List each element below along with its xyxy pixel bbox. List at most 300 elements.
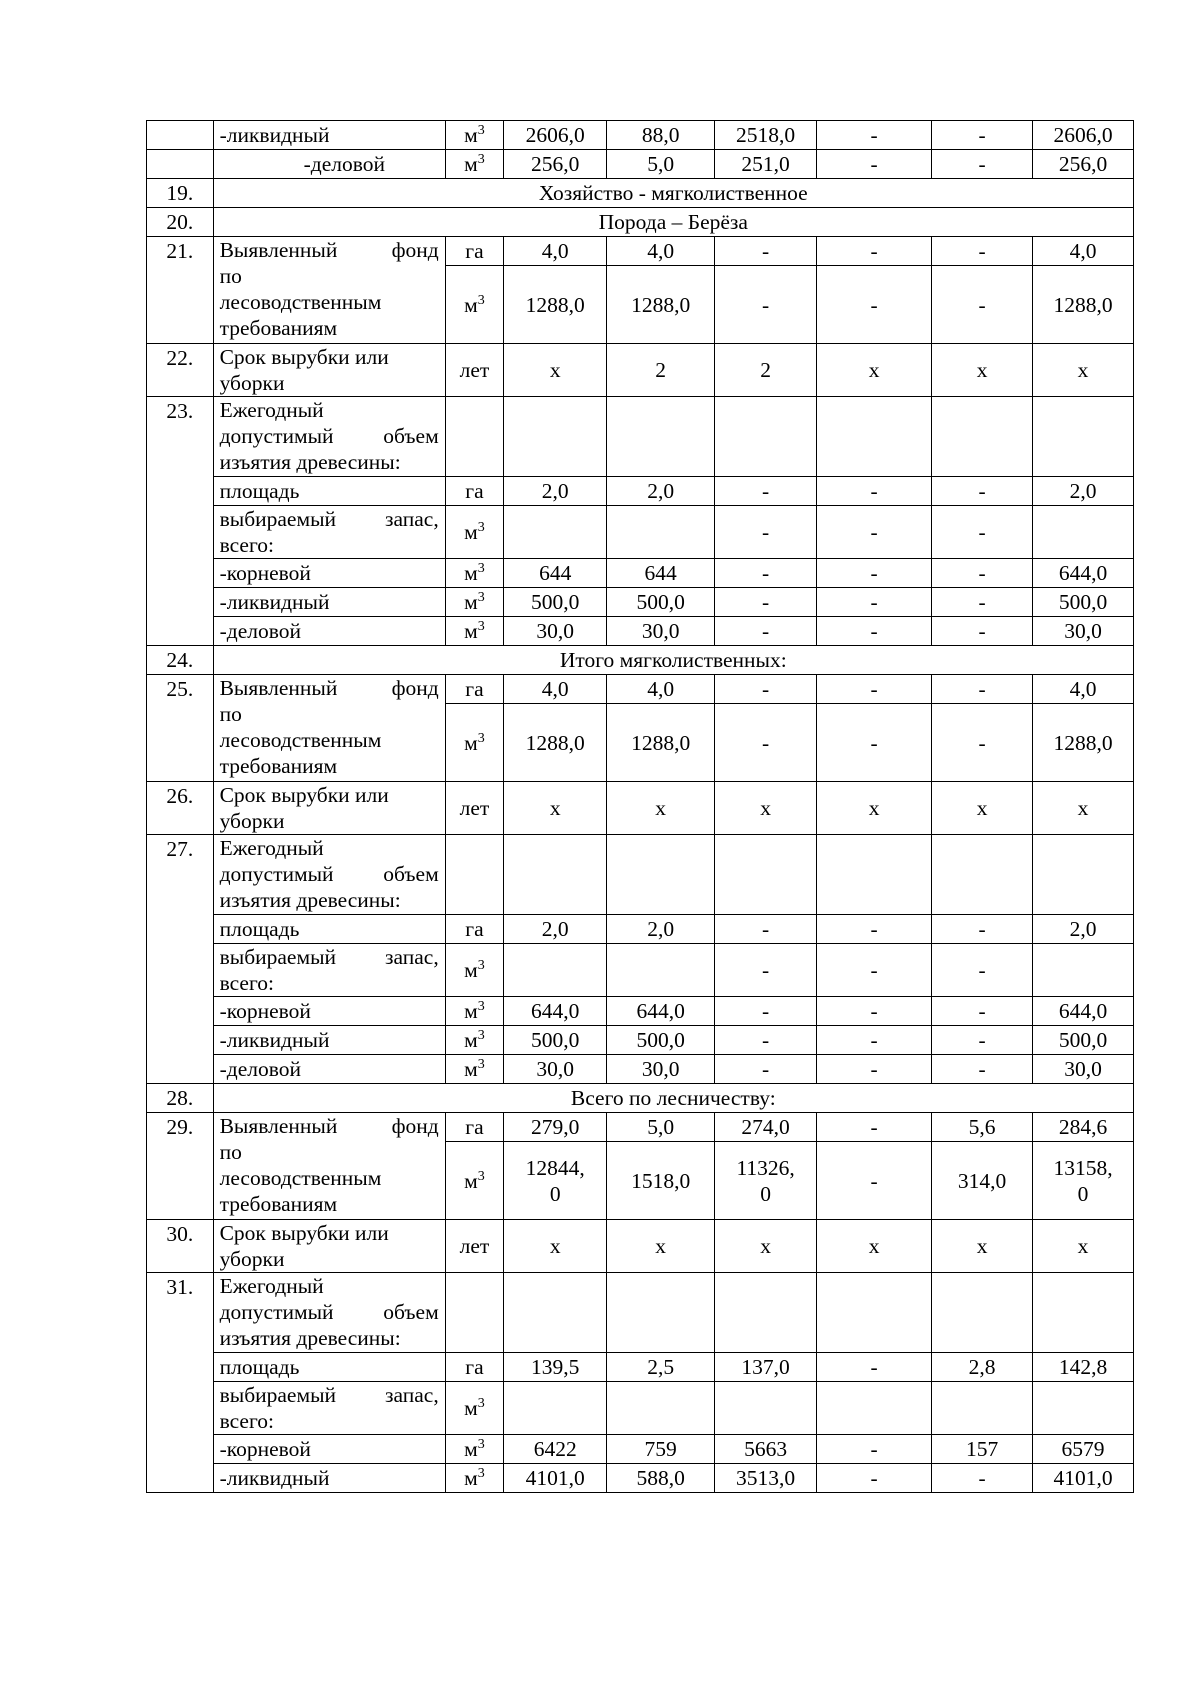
- value-cell: -: [715, 266, 817, 344]
- value-cell: -: [817, 617, 932, 646]
- unit-cell: [445, 121, 504, 150]
- value-cell: 6579: [1033, 1435, 1134, 1464]
- unit-cell: [445, 1353, 504, 1382]
- value-cell: -: [932, 997, 1033, 1026]
- area-label: площадь: [213, 1353, 445, 1382]
- value-cell: 30,0: [607, 617, 715, 646]
- row-number: 23.: [147, 397, 214, 646]
- unit-text: м: [464, 730, 478, 755]
- row-label: -ликвидный: [213, 121, 445, 150]
- value-cell: -: [932, 266, 1033, 344]
- value-cell: 644,0: [607, 997, 715, 1026]
- sub-label: -ликвидный: [213, 1026, 445, 1055]
- unit-text: м: [464, 292, 478, 317]
- value-cell: -: [932, 1464, 1033, 1493]
- table-row: [147, 559, 1134, 588]
- value-cell: 2518,0: [715, 121, 817, 150]
- area-label: площадь: [213, 477, 445, 506]
- value-cell: -: [817, 237, 932, 266]
- value-cell: 644,0: [504, 997, 607, 1026]
- empty-cell: [932, 1273, 1033, 1353]
- section-heading: Порода – Берёза: [213, 208, 1133, 237]
- value-cell: х: [1033, 782, 1134, 835]
- table-row: [147, 944, 1134, 997]
- row-number: 31.: [147, 1273, 214, 1493]
- unit-exponent: 3: [477, 1465, 485, 1481]
- value-cell: 30,0: [1033, 617, 1134, 646]
- row-label: Срок вырубки или уборки: [213, 782, 445, 835]
- value-cell: 2,5: [607, 1353, 715, 1382]
- label-line: требованиям: [219, 754, 338, 778]
- value-cell: 2,0: [607, 477, 715, 506]
- value-cell: -: [817, 1055, 932, 1084]
- value-cell: 500,0: [1033, 588, 1134, 617]
- unit-exponent: 3: [477, 519, 485, 535]
- empty-cell: [607, 397, 715, 477]
- unit-exponent: 3: [477, 1395, 485, 1411]
- value-cell: -: [932, 675, 1033, 704]
- table-row: [147, 1273, 1134, 1353]
- label-line: лесоводственным: [219, 728, 382, 752]
- unit-cell: [445, 675, 504, 704]
- value-cell: -: [932, 121, 1033, 150]
- value-cell: 12844, 0: [504, 1142, 607, 1220]
- value-cell: -: [715, 588, 817, 617]
- row-number: 19.: [147, 179, 214, 208]
- value-cell: 644,0: [1033, 559, 1134, 588]
- empty-cell: [1033, 397, 1134, 477]
- unit-text: га: [465, 917, 484, 941]
- row-label: Ежегодный допустимый объем изъятия древесины:: [213, 397, 445, 477]
- value-cell: -: [817, 944, 932, 997]
- unit-text: м: [464, 590, 478, 614]
- value-cell: 2: [607, 344, 715, 397]
- value-cell: 137,0: [715, 1353, 817, 1382]
- label-line: по: [219, 1140, 242, 1164]
- row-number: 28.: [147, 1084, 214, 1113]
- value-cell: -: [817, 1353, 932, 1382]
- unit-exponent: 3: [477, 122, 485, 138]
- value-cell: 139,5: [504, 1353, 607, 1382]
- label-line: по: [219, 264, 242, 288]
- value-cell: [504, 944, 607, 997]
- value-cell: х: [817, 782, 932, 835]
- row-number-cell: [147, 121, 214, 150]
- empty-cell: [445, 397, 504, 477]
- empty-cell: [445, 835, 504, 915]
- unit-cell: [445, 477, 504, 506]
- value-cell: 2606,0: [504, 121, 607, 150]
- unit-cell: [445, 559, 504, 588]
- value-cell: -: [932, 1055, 1033, 1084]
- value-cell: [1033, 944, 1134, 997]
- unit-exponent: 3: [477, 589, 485, 605]
- empty-cell: [715, 1273, 817, 1353]
- unit-text: м: [464, 152, 478, 176]
- value-cell: -: [817, 1435, 932, 1464]
- value-cell: 11326, 0: [715, 1142, 817, 1220]
- row-number: 27.: [147, 835, 214, 1084]
- value-cell: х: [715, 1220, 817, 1273]
- table-row: [147, 1435, 1134, 1464]
- unit-cell: [445, 506, 504, 559]
- value-cell: -: [932, 1026, 1033, 1055]
- row-number: 21.: [147, 237, 214, 344]
- value-cell: -: [817, 1142, 932, 1220]
- unit-text: м: [464, 1028, 478, 1052]
- value-cell: 4,0: [504, 675, 607, 704]
- value-cell: х: [607, 1220, 715, 1273]
- table-row: [147, 1026, 1134, 1055]
- unit-exponent: 3: [477, 1436, 485, 1452]
- empty-cell: [715, 397, 817, 477]
- table-row: [147, 1055, 1134, 1084]
- sub-label: -корневой: [213, 997, 445, 1026]
- stock-label: выбираемый запас, всего:: [213, 944, 445, 997]
- value-cell: [607, 1382, 715, 1435]
- value-cell: 142,8: [1033, 1353, 1134, 1382]
- value-cell: 500,0: [607, 588, 715, 617]
- table-row: [147, 237, 1134, 266]
- empty-cell: [607, 1273, 715, 1353]
- row-number: 26.: [147, 782, 214, 835]
- value-cell: 2,0: [1033, 915, 1134, 944]
- value-cell: -: [715, 237, 817, 266]
- label-line: Выявленный фонд: [219, 238, 439, 262]
- value-cell: [817, 1382, 932, 1435]
- unit-cell: [445, 617, 504, 646]
- value-cell: -: [715, 704, 817, 782]
- empty-cell: [817, 1273, 932, 1353]
- value-cell: 157: [932, 1435, 1033, 1464]
- value-cell: х: [607, 782, 715, 835]
- value-cell: х: [504, 344, 607, 397]
- value-cell: х: [1033, 1220, 1134, 1273]
- unit-text: м: [464, 1466, 478, 1490]
- value-cell: [715, 1382, 817, 1435]
- value-cell: 2,0: [504, 477, 607, 506]
- value-cell: -: [715, 1055, 817, 1084]
- table-row: [147, 1220, 1134, 1273]
- table-row: [147, 344, 1134, 397]
- row-number: 29.: [147, 1113, 214, 1220]
- value-cell: 759: [607, 1435, 715, 1464]
- unit-cell: [445, 150, 504, 179]
- value-cell: 4101,0: [504, 1464, 607, 1493]
- unit-text: га: [465, 677, 484, 701]
- table-row: [147, 915, 1134, 944]
- unit-exponent: 3: [477, 560, 485, 576]
- value-cell: [607, 506, 715, 559]
- sub-label: -ликвидный: [213, 1464, 445, 1493]
- value-cell: 2,0: [504, 915, 607, 944]
- unit-text: га: [465, 1355, 484, 1379]
- sub-label: -ликвидный: [213, 588, 445, 617]
- unit-cell: [445, 1113, 504, 1142]
- unit-text: га: [465, 1115, 484, 1139]
- value-cell: 30,0: [504, 617, 607, 646]
- label-line: лесоводственным: [219, 290, 382, 314]
- label-line: Выявленный фонд: [219, 676, 439, 700]
- table-row: [147, 646, 1134, 675]
- row-label: Ежегодный допустимый объем изъятия древесины:: [213, 1273, 445, 1353]
- table-row: [147, 179, 1134, 208]
- value-cell: -: [715, 915, 817, 944]
- value-cell: -: [932, 915, 1033, 944]
- value-cell: 2: [715, 344, 817, 397]
- table-row: [147, 121, 1134, 150]
- value-cell: 500,0: [504, 588, 607, 617]
- value-cell: 500,0: [1033, 1026, 1134, 1055]
- value-cell: 30,0: [1033, 1055, 1134, 1084]
- label-line: по: [219, 702, 242, 726]
- value-cell: 588,0: [607, 1464, 715, 1493]
- value-cell: 5,6: [932, 1113, 1033, 1142]
- section-heading: Итого мягколиственных:: [213, 646, 1133, 675]
- unit-text: м: [464, 520, 478, 544]
- value-cell: х: [932, 1220, 1033, 1273]
- value-cell: 5,0: [607, 1113, 715, 1142]
- row-label: Срок вырубки или уборки: [213, 344, 445, 397]
- unit-cell: [445, 344, 504, 397]
- unit-cell: [445, 944, 504, 997]
- area-label: площадь: [213, 915, 445, 944]
- label-line: требованиям: [219, 1192, 338, 1216]
- value-cell: 4,0: [1033, 237, 1134, 266]
- unit-cell: [445, 588, 504, 617]
- empty-cell: [504, 397, 607, 477]
- unit-exponent: 3: [477, 1027, 485, 1043]
- unit-cell: [445, 782, 504, 835]
- unit-cell: [445, 1464, 504, 1493]
- table-row: [147, 1084, 1134, 1113]
- unit-cell: [445, 1382, 504, 1435]
- table-row: [147, 1353, 1134, 1382]
- value-cell: -: [817, 1464, 932, 1493]
- label-line: требованиям: [219, 316, 338, 340]
- value-cell: х: [715, 782, 817, 835]
- value-cell: 3513,0: [715, 1464, 817, 1493]
- value-cell: -: [932, 704, 1033, 782]
- value-cell: [1033, 1382, 1134, 1435]
- value-cell: -: [817, 1026, 932, 1055]
- table-row: [147, 617, 1134, 646]
- value-cell: -: [715, 559, 817, 588]
- sub-label: -деловой: [213, 1055, 445, 1084]
- value-cell: 2606,0: [1033, 121, 1134, 150]
- value-cell: -: [817, 915, 932, 944]
- unit-exponent: 3: [477, 998, 485, 1014]
- value-cell: 644: [607, 559, 715, 588]
- empty-cell: [445, 1273, 504, 1353]
- unit-exponent: 3: [477, 1056, 485, 1072]
- sub-label: -корневой: [213, 1435, 445, 1464]
- unit-exponent: 3: [477, 1168, 485, 1184]
- unit-text: га: [465, 239, 484, 263]
- value-cell: х: [817, 344, 932, 397]
- value-cell: 4101,0: [1033, 1464, 1134, 1493]
- value-cell: -: [817, 675, 932, 704]
- value-cell: 1518,0: [607, 1142, 715, 1220]
- unit-cell: [445, 1055, 504, 1084]
- value-cell: [504, 506, 607, 559]
- value-cell: -: [932, 506, 1033, 559]
- value-cell: -: [715, 506, 817, 559]
- table-row: [147, 782, 1134, 835]
- empty-cell: [817, 835, 932, 915]
- unit-cell: [445, 1142, 504, 1220]
- empty-cell: [932, 397, 1033, 477]
- empty-cell: [715, 835, 817, 915]
- unit-cell: [445, 1220, 504, 1273]
- value-cell: 5,0: [607, 150, 715, 179]
- unit-text: лет: [459, 796, 490, 820]
- row-label: -деловой: [213, 150, 445, 179]
- row-label: Ежегодный допустимый объем изъятия древесины:: [213, 835, 445, 915]
- value-cell: 2,0: [607, 915, 715, 944]
- table-row: [147, 1464, 1134, 1493]
- row-number: 20.: [147, 208, 214, 237]
- value-cell: 1288,0: [504, 704, 607, 782]
- table-row: [147, 997, 1134, 1026]
- value-cell: -: [715, 1026, 817, 1055]
- unit-text: м: [464, 1437, 478, 1461]
- unit-text: м: [464, 958, 478, 982]
- value-cell: -: [715, 477, 817, 506]
- table-row: [147, 506, 1134, 559]
- row-label: [213, 1113, 445, 1220]
- unit-cell: [445, 266, 504, 344]
- value-cell: 13158, 0: [1033, 1142, 1134, 1220]
- forest-fund-table: [146, 120, 1134, 1493]
- unit-text: м: [464, 1057, 478, 1081]
- value-cell: 500,0: [607, 1026, 715, 1055]
- value-cell: 4,0: [607, 237, 715, 266]
- table-row: [147, 208, 1134, 237]
- row-number: 25.: [147, 675, 214, 782]
- unit-cell: [445, 997, 504, 1026]
- table-row: [147, 835, 1134, 915]
- unit-cell: [445, 1435, 504, 1464]
- value-cell: 5663: [715, 1435, 817, 1464]
- value-cell: х: [817, 1220, 932, 1273]
- value-cell: -: [932, 150, 1033, 179]
- value-cell: -: [932, 477, 1033, 506]
- value-cell: 644: [504, 559, 607, 588]
- unit-exponent: 3: [477, 292, 485, 308]
- value-cell: [504, 1382, 607, 1435]
- row-number: 22.: [147, 344, 214, 397]
- stock-label: выбираемый запас, всего:: [213, 1382, 445, 1435]
- value-cell: -: [817, 506, 932, 559]
- value-cell: -: [715, 675, 817, 704]
- value-cell: -: [817, 1113, 932, 1142]
- unit-text: га: [465, 479, 484, 503]
- value-cell: [932, 1382, 1033, 1435]
- value-cell: 4,0: [504, 237, 607, 266]
- table-row: [147, 397, 1134, 477]
- value-cell: 279,0: [504, 1113, 607, 1142]
- value-cell: 256,0: [1033, 150, 1134, 179]
- table-row: [147, 1113, 1134, 1142]
- value-cell: -: [817, 559, 932, 588]
- empty-cell: [817, 397, 932, 477]
- empty-cell: [932, 835, 1033, 915]
- value-cell: 88,0: [607, 121, 715, 150]
- value-cell: -: [715, 944, 817, 997]
- value-cell: 1288,0: [1033, 704, 1134, 782]
- value-cell: 1288,0: [607, 704, 715, 782]
- value-cell: -: [715, 997, 817, 1026]
- unit-cell: [445, 237, 504, 266]
- value-cell: -: [817, 704, 932, 782]
- unit-cell: [445, 704, 504, 782]
- empty-cell: [504, 1273, 607, 1353]
- row-number: 30.: [147, 1220, 214, 1273]
- value-cell: -: [817, 997, 932, 1026]
- value-cell: -: [817, 266, 932, 344]
- value-cell: -: [817, 121, 932, 150]
- value-cell: -: [817, 588, 932, 617]
- unit-exponent: 3: [477, 957, 485, 973]
- row-label: [213, 237, 445, 344]
- value-cell: -: [715, 617, 817, 646]
- value-cell: 1288,0: [504, 266, 607, 344]
- value-cell: -: [932, 559, 1033, 588]
- unit-text: м: [464, 1396, 478, 1420]
- row-number-cell: [147, 150, 214, 179]
- value-cell: 284,6: [1033, 1113, 1134, 1142]
- empty-cell: [504, 835, 607, 915]
- row-number: 24.: [147, 646, 214, 675]
- table-row: [147, 150, 1134, 179]
- unit-cell: [445, 915, 504, 944]
- label-line: лесоводственным: [219, 1166, 382, 1190]
- table-row: [147, 1382, 1134, 1435]
- value-cell: 500,0: [504, 1026, 607, 1055]
- value-cell: 6422: [504, 1435, 607, 1464]
- value-cell: -: [817, 477, 932, 506]
- unit-text: м: [464, 999, 478, 1023]
- unit-exponent: 3: [477, 730, 485, 746]
- value-cell: [1033, 506, 1134, 559]
- value-cell: х: [1033, 344, 1134, 397]
- sub-label: -корневой: [213, 559, 445, 588]
- value-cell: х: [504, 782, 607, 835]
- value-cell: -: [817, 150, 932, 179]
- unit-text: лет: [459, 1234, 490, 1258]
- value-cell: -: [932, 588, 1033, 617]
- unit-cell: [445, 1026, 504, 1055]
- empty-cell: [1033, 1273, 1134, 1353]
- value-cell: 30,0: [504, 1055, 607, 1084]
- empty-cell: [607, 835, 715, 915]
- stock-label: выбираемый запас, всего:: [213, 506, 445, 559]
- label-line: Выявленный фонд: [219, 1114, 439, 1138]
- value-cell: 30,0: [607, 1055, 715, 1084]
- value-cell: 251,0: [715, 150, 817, 179]
- empty-cell: [1033, 835, 1134, 915]
- value-cell: 1288,0: [1033, 266, 1134, 344]
- row-label: Срок вырубки или уборки: [213, 1220, 445, 1273]
- unit-exponent: 3: [477, 151, 485, 167]
- value-cell: х: [932, 782, 1033, 835]
- value-cell: -: [932, 617, 1033, 646]
- table-row: [147, 588, 1134, 617]
- value-cell: 4,0: [1033, 675, 1134, 704]
- value-cell: 256,0: [504, 150, 607, 179]
- table-row: [147, 477, 1134, 506]
